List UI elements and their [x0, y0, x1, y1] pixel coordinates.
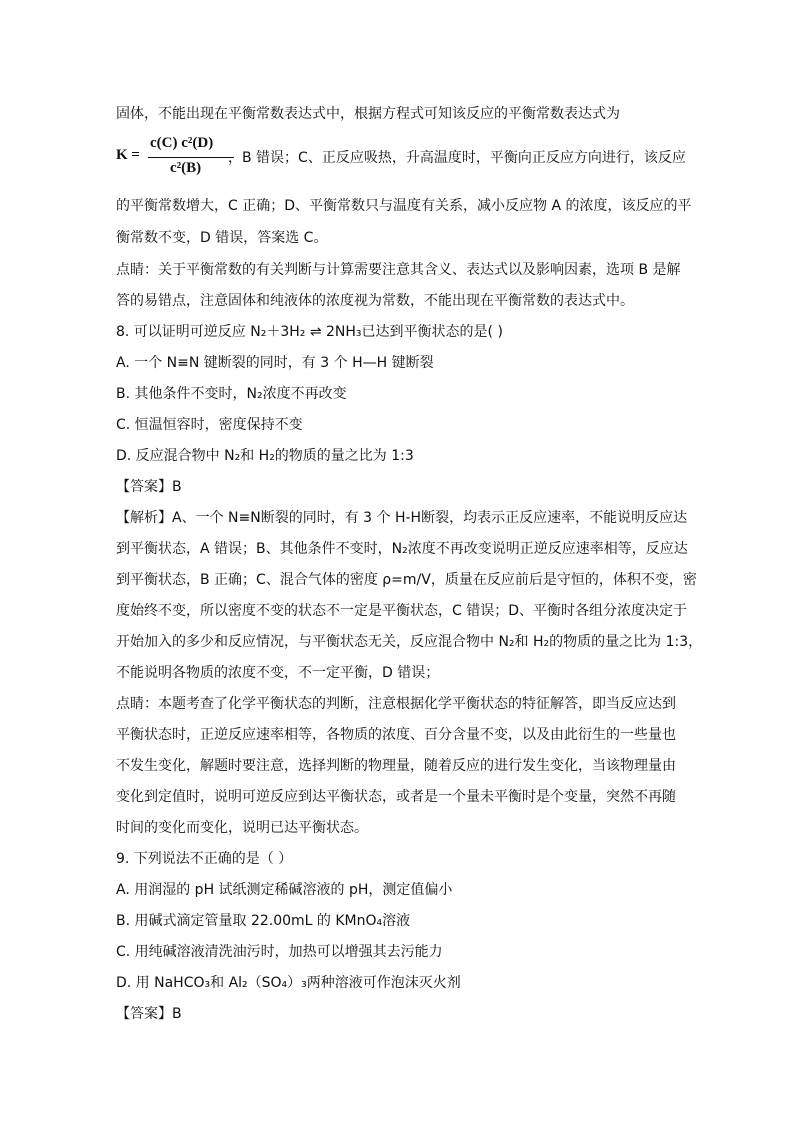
analysis-line: 度始终不变，所以密度不变的状态不一定是平衡状态，C 错误；D、平衡时各组分浓度决定于: [116, 603, 688, 619]
note-line: 点睛：关于平衡常数的有关判断与计算需要注意其含义、表达式以及影响因素，选项 B 是解: [116, 262, 681, 278]
question-9-option-c: C. 用纯碱溶液清洗油污时，加热可以增强其去污能力: [116, 944, 443, 960]
note-line: 不发生变化，解题时要注意，选择判断的物理量，随着反应的进行发生变化，当该物理量由: [116, 758, 676, 774]
question-9-stem: 9. 下列说法不正确的是（ ）: [116, 851, 293, 867]
question-9-option-a: A. 用润湿的 pH 试纸测定稀碱溶液的 pH，测定值偏小: [116, 882, 453, 898]
question-9-option-b: B. 用碱式滴定管量取 22.00mL 的 KMnO₄溶液: [116, 913, 411, 929]
analysis-line: 到平衡状态，A 错误；B、其他条件不变时，N₂浓度不再改变说明正逆反应速率相等，反应达: [116, 541, 688, 557]
formula-denominator: c²(B): [170, 160, 202, 176]
note-line: 点睛：本题考查了化学平衡状态的判断，注意根据化学平衡状态的特征解答，即当反应达到: [116, 696, 676, 712]
question-8-stem: 8. 可以证明可逆反应 N₂＋3H₂ ⇌ 2NH₃已达到平衡状态的是( ): [116, 324, 503, 340]
equilibrium-constant-formula: [116, 133, 236, 181]
text-line: 的平衡常数增大，C 正确；D、平衡常数只与温度有关系，减小反应物 A 的浓度，该反应的平: [116, 198, 692, 214]
note-line: 变化到定值时，说明可逆反应到达平衡状态，或者是一个量未平衡时是个变量，突然不再随: [116, 789, 676, 805]
analysis-line: 开始加入的多少和反应情况，与平衡状态无关，反应混合物中 N₂和 H₂的物质的量之比为 1:3，: [116, 634, 703, 650]
fraction-bar: [148, 157, 234, 158]
analysis-line: 【解析】A、一个 N≡N断裂的同时，有 3 个 H-H断裂，均表示正反应速率，不能说明反应达: [116, 510, 688, 526]
question-9-option-d: D. 用 NaHCO₃和 Al₂（SO₄）₃两种溶液可作泡沫灭火剂: [116, 975, 461, 991]
formula-numerator: c(C) c²(D): [150, 135, 214, 151]
question-8-option-c: C. 恒温恒容时，密度保持不变: [116, 417, 303, 433]
text-line: 衡常数不变，D 错误，答案选 C。: [116, 230, 328, 246]
analysis-line: 到平衡状态，B 正确；C、混合气体的密度 ρ=m/V，质量在反应前后是守恒的，体积不变，密: [116, 572, 697, 588]
question-8-option-a: A. 一个 N≡N 键断裂的同时，有 3 个 H—H 键断裂: [116, 355, 434, 371]
note-line: 答的易错点，注意固体和纯液体的浓度视为常数，不能出现在平衡常数的表达式中。: [116, 293, 634, 309]
formula-k: K =: [116, 147, 140, 163]
text-line: 固体，不能出现在平衡常数表达式中，根据方程式可知该反应的平衡常数表达式为: [116, 106, 620, 122]
note-line: 时间的变化而变化，说明已达平衡状态。: [116, 820, 368, 836]
analysis-line: 不能说明各物质的浓度不变，不一定平衡，D 错误；: [116, 665, 440, 681]
question-8-option-b: B. 其他条件不变时，N₂浓度不再改变: [116, 386, 347, 402]
question-8-option-d: D. 反应混合物中 N₂和 H₂的物质的量之比为 1:3: [116, 448, 414, 464]
question-8-answer: 【答案】B: [116, 479, 182, 495]
note-line: 平衡状态时，正逆反应速率相等，各物质的浓度、百分含量不变，以及由此衍生的一些量也: [116, 727, 676, 743]
text-line: ，B 错误；C、正反应吸热，升高温度时，平衡向正反应方向进行，该反应: [228, 150, 686, 166]
question-9-answer: 【答案】B: [116, 1006, 182, 1022]
